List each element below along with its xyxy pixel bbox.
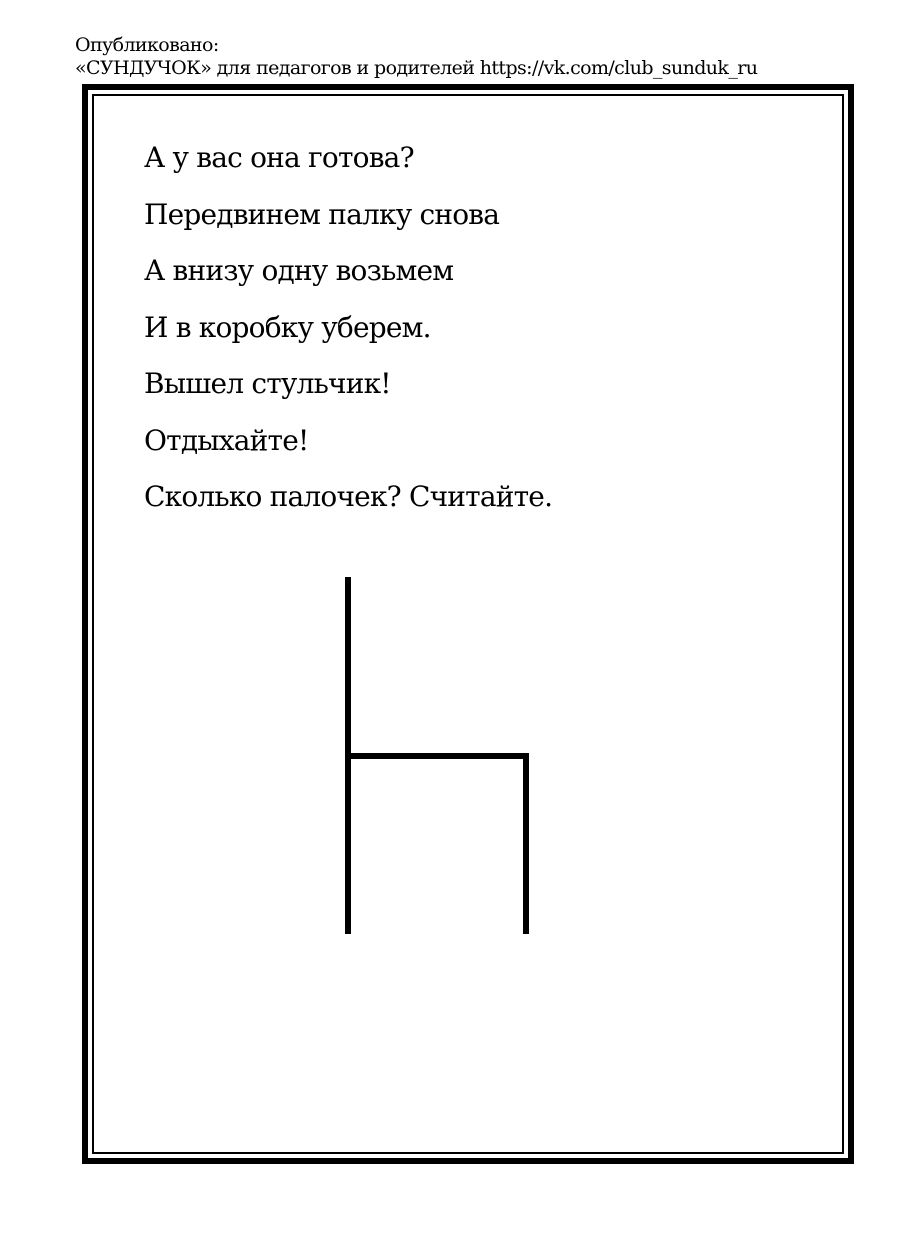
poem-line: Передвинем палку снова <box>144 197 500 231</box>
poem-line: Вышел стульчик! <box>144 367 391 400</box>
poem-line: И в коробку уберем. <box>144 310 431 344</box>
poem-line: Сколько палочек? Считайте. <box>144 480 553 513</box>
poem-line: А у вас она готова? <box>144 141 414 174</box>
poem-line: А внизу одну возьмем <box>144 254 454 287</box>
poem-line: Отдыхайте! <box>144 423 309 457</box>
source-credit: «СУНДУЧОК» для педагогов и родителей https://vk.com/club_sunduk_ru <box>75 57 758 79</box>
published-label: Опубликовано: <box>75 34 219 56</box>
